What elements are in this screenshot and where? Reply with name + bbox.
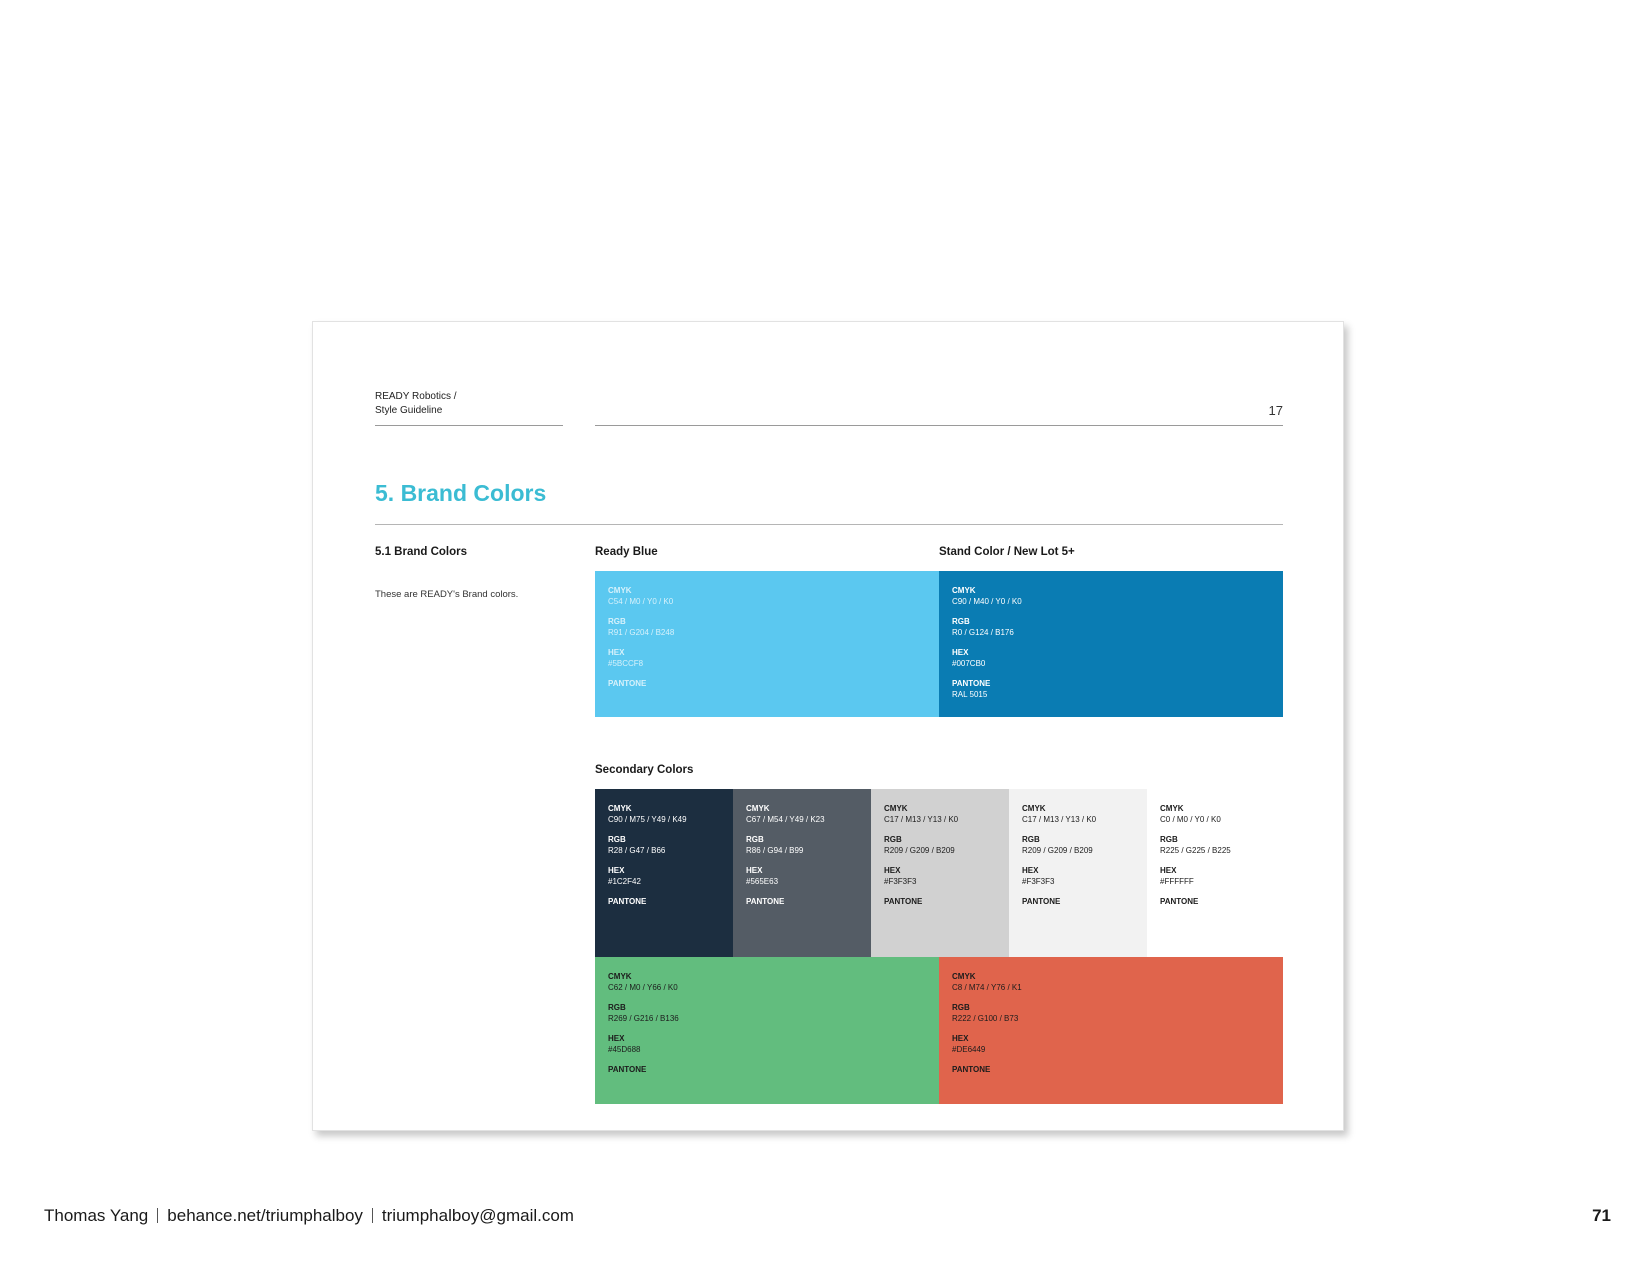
hex-value: #007CB0 [952, 659, 986, 668]
header-divider-right [595, 425, 1283, 426]
rgb-value: R86 / G94 / B99 [746, 846, 804, 855]
rgb-key: RGB [608, 1003, 626, 1012]
pantone-key: PANTONE [1022, 897, 1061, 906]
cmyk-key: CMYK [608, 804, 632, 813]
rgb-value: R225 / G225 / B225 [1160, 846, 1231, 855]
rgb-value: R91 / G204 / B248 [608, 628, 675, 637]
rgb-key: RGB [1022, 835, 1040, 844]
cmyk-value: C90 / M75 / Y49 / K49 [608, 815, 687, 824]
footer-separator [157, 1208, 158, 1223]
hex-key: HEX [608, 1034, 625, 1043]
color-swatch-coral [939, 957, 1283, 1104]
color-swatch-navy [595, 789, 733, 957]
pantone-key: PANTONE [952, 1065, 991, 1074]
cmyk-key: CMYK [952, 586, 976, 595]
cmyk-key: CMYK [608, 972, 632, 981]
rgb-value: R0 / G124 / B176 [952, 628, 1014, 637]
rgb-value: R28 / G47 / B66 [608, 846, 666, 855]
cmyk-key: CMYK [884, 804, 908, 813]
cmyk-value: C62 / M0 / Y66 / K0 [608, 983, 678, 992]
rgb-value: R222 / G100 / B73 [952, 1014, 1019, 1023]
cmyk-value: C54 / M0 / Y0 / K0 [608, 597, 674, 606]
pantone-key: PANTONE [608, 1065, 647, 1074]
footer-separator [372, 1208, 373, 1223]
cmyk-value: C8 / M74 / Y76 / K1 [952, 983, 1022, 992]
pantone-key: PANTONE [746, 897, 785, 906]
hex-value: #F3F3F3 [1022, 877, 1055, 886]
secondary-colors-label: Secondary Colors [595, 764, 694, 776]
hex-value: #F3F3F3 [884, 877, 917, 886]
color-swatch-slate-gray [733, 789, 871, 957]
color-swatch-stand-color [939, 571, 1283, 717]
rgb-value: R209 / G209 / B209 [884, 846, 955, 855]
color-swatch-off-white [1009, 789, 1147, 957]
pantone-key: PANTONE [952, 679, 991, 688]
hex-value: #FFFFFF [1160, 877, 1194, 886]
cmyk-value: C17 / M13 / Y13 / K0 [884, 815, 959, 824]
color-swatch-ready-blue [595, 571, 939, 717]
document-title-line1: READY Robotics / [375, 391, 457, 402]
hex-value: #5BCCF8 [608, 659, 644, 668]
cmyk-key: CMYK [952, 972, 976, 981]
portfolio-footer [44, 1206, 574, 1226]
cmyk-key: CMYK [746, 804, 770, 813]
section-title: 5. Brand Colors [375, 480, 547, 506]
email-link[interactable]: triumphalboy@gmail.com [381, 1206, 574, 1225]
cmyk-key: CMYK [608, 586, 632, 595]
header-divider-left [375, 425, 563, 426]
document-title-line2: Style Guideline [375, 405, 443, 416]
hex-key: HEX [1022, 866, 1039, 875]
subsection-description: These are READY's Brand colors. [375, 589, 519, 600]
rgb-key: RGB [884, 835, 902, 844]
cmyk-value: C90 / M40 / Y0 / K0 [952, 597, 1022, 606]
style-guide-page [312, 321, 1344, 1131]
pantone-key: PANTONE [884, 897, 923, 906]
color-swatch-light-gray [871, 789, 1009, 957]
hex-key: HEX [1160, 866, 1177, 875]
cmyk-value: C0 / M0 / Y0 / K0 [1160, 815, 1221, 824]
website-link[interactable]: behance.net/triumphalboy [167, 1206, 363, 1225]
hex-value: #565E63 [746, 877, 779, 886]
hex-value: #45D688 [608, 1045, 641, 1054]
rgb-key: RGB [952, 617, 970, 626]
stand-color-label: Stand Color / New Lot 5+ [939, 546, 1075, 558]
portfolio-page-number: 71 [1592, 1206, 1611, 1225]
pantone-value: RAL 5015 [952, 690, 988, 699]
rgb-key: RGB [1160, 835, 1178, 844]
rgb-key: RGB [608, 835, 626, 844]
document-title [375, 390, 457, 418]
rgb-value: R209 / G209 / B209 [1022, 846, 1093, 855]
hex-value: #1C2F42 [608, 877, 641, 886]
color-swatch-white [1147, 789, 1283, 957]
color-swatch-green [595, 957, 939, 1104]
cmyk-value: C67 / M54 / Y49 / K23 [746, 815, 825, 824]
hex-key: HEX [608, 648, 625, 657]
cmyk-key: CMYK [1022, 804, 1046, 813]
rgb-key: RGB [746, 835, 764, 844]
cmyk-value: C17 / M13 / Y13 / K0 [1022, 815, 1097, 824]
subsection-title: 5.1 Brand Colors [375, 546, 468, 558]
cmyk-key: CMYK [1160, 804, 1184, 813]
hex-key: HEX [952, 1034, 969, 1043]
page-number: 17 [1268, 403, 1283, 418]
author-name: Thomas Yang [44, 1206, 149, 1225]
hex-key: HEX [746, 866, 763, 875]
pantone-key: PANTONE [1160, 897, 1199, 906]
section-divider [375, 524, 1283, 525]
pantone-key: PANTONE [608, 679, 647, 688]
hex-key: HEX [608, 866, 625, 875]
hex-key: HEX [952, 648, 969, 657]
hex-key: HEX [884, 866, 901, 875]
rgb-key: RGB [952, 1003, 970, 1012]
pantone-key: PANTONE [608, 897, 647, 906]
rgb-value: R269 / G216 / B136 [608, 1014, 679, 1023]
ready-blue-label: Ready Blue [595, 546, 658, 558]
rgb-key: RGB [608, 617, 626, 626]
hex-value: #DE6449 [952, 1045, 986, 1054]
